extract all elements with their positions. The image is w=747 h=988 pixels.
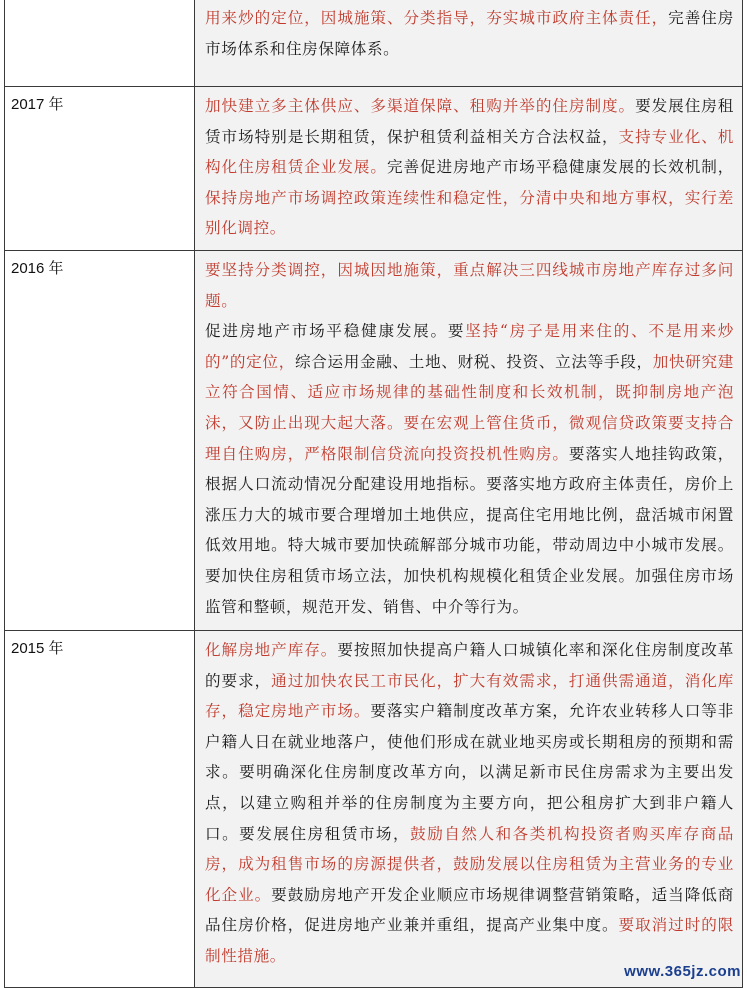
body-text: 综合运用金融、土地、财税、投资、立法等手段， <box>294 352 653 371</box>
year-cell: 2016 年 <box>5 250 195 630</box>
content-cell <box>195 87 743 251</box>
content-cell <box>195 0 743 87</box>
table-row <box>5 0 743 87</box>
body-text: 促进房地产市场平稳健康发展。要 <box>205 322 466 341</box>
highlighted-text: 化解房地产库存。 <box>205 640 338 659</box>
year-cell: 2017 年 <box>5 87 195 251</box>
table-row <box>5 87 743 251</box>
highlighted-text: 要坚持分类调控，因城因地施策，重点解决三四线城市房地产库存过多问题。 <box>205 260 734 310</box>
body-text: 要按照加快提高户籍人口城镇化率和深化住房制度改革的要求， <box>205 640 734 690</box>
content-paragraph <box>205 3 734 64</box>
table-row <box>5 630 743 987</box>
year-cell <box>5 0 195 87</box>
content-paragraph <box>205 316 734 622</box>
body-text: 完善住房市场体系和住房保障体系。 <box>205 9 734 58</box>
highlighted-text: 保持房地产市场调控政策连续性和稳定性，分清中央和地方事权，实行差别化调控。 <box>205 188 734 238</box>
content-cell <box>195 630 743 987</box>
highlighted-text: 加快建立多主体供应、多渠道保障、租购并举的住房制度。 <box>205 97 636 115</box>
highlighted-text: 通过加快农民工市民化，扩大有效需求，打通供需通道，消化库存，稳定房地产市场。 <box>205 671 734 721</box>
highlighted-text: 坚持“房子是用来住的、不是用来炒的”的定位， <box>205 322 734 371</box>
highlighted-text: 用来炒的定位，因城施策、分类指导，夯实城市政府主体责任， <box>205 9 669 27</box>
content-paragraph <box>205 635 734 972</box>
body-text: 要发展住房租赁市场特别是长期租赁，保护租赁利益相关方合法权益， <box>205 97 734 146</box>
body-text: 要落实户籍制度改革方案，允许农业转移人口等非户籍人日在就业地落户，使他们形成在就业地买房或长期租房的预期和需求。要明确深化住房制度改革方向，以满足新市民住房需求为主要出发点，以建立购租并举的住房制度为主要方向，把公租房扩大到非户籍人口。要发展住房租赁市场， <box>205 702 734 843</box>
content-paragraph <box>205 255 734 316</box>
body-text: 要落实人地挂钩政策，根据人口流动情况分配建设用地指标。要落实地方政府主体责任，房价上涨压力大的城市要合理增加土地供应，提高住宅用地比例，盘活城市闲置低效用地。特大城市要加快疏解部分城市功能，带动周边中小城市发展。要加快住房租赁市场立法，加快机构规模化租赁企业发展。加强住房市场监管和整顿，规范开发、销售、中介等行为。 <box>205 444 734 616</box>
highlighted-text: 支持专业化、机构化住房租赁企业发展。 <box>205 127 734 177</box>
content-paragraph <box>205 91 734 244</box>
table-row <box>5 250 743 630</box>
highlighted-text: 鼓励自然人和各类机构投资者购买库存商品房，成为租售市场的房源提供者，鼓励发展以住房租赁为主营业务的专业化企业。 <box>205 824 734 904</box>
content-cell <box>195 250 743 630</box>
highlighted-text: 要取消过时的限制性措施。 <box>205 916 734 965</box>
body-text: 要鼓励房地产开发企业顺应市场规律调整营销策略，适当降低商品住房价格，促进房地产业兼并重组，提高产业集中度。 <box>205 885 734 935</box>
body-text: 完善促进房地产市场平稳健康发展的长效机制， <box>386 158 734 177</box>
watermark-text: www.365jz.com <box>624 963 741 980</box>
policy-table <box>4 0 743 988</box>
year-cell: 2015 年 <box>5 630 195 987</box>
highlighted-text: 加快研究建立符合国情、适应市场规律的基础性制度和长效机制，既抑制房地产泡沫，又防止出现大起大落。要在宏观上管住货币，微观信贷政策要支持合理自住购房，严格限制信贷流向投资投机性购房。 <box>205 352 734 463</box>
